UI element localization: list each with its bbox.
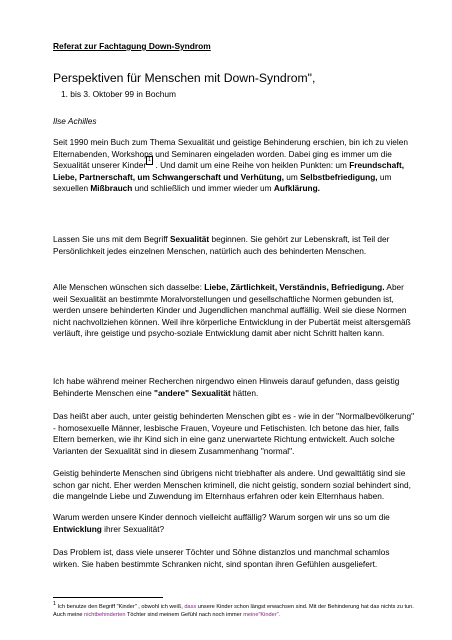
text: Seit 1990 mein Buch zum Thema Sexualität und geistige Behinderung erschien, bin ich zu vielen Elternabenden, Workshops und Seminaren eingeladen worden. Dabei ging es immer um die Sexualität unserer Kinder bbox=[53, 137, 408, 171]
paragraph-4: Ich habe während meiner Recherchen nirgendwo einen Hinweis darauf gefunden, dass geistig Behinderte Menschen eine "andere" Sexualität hätten. bbox=[53, 376, 400, 398]
paragraph-1: Seit 1990 mein Buch zum Thema Sexualität und geistige Behinderung erschien, bin ich zu vielen Elternabenden, Workshops und Seminaren eingeladen worden. Dabei ging es immer um die Sexualität unserer Kinder $^1$ . Und damit um eine Reihe von heiklen Punkten: um Freundschaft, Liebe, Partnerschaft, um Schwangerschaft und Verhütung, um Selbstbefriedigung, um sexuellen Mißbrauch und schließlich und immer wieder um Aufklärung. bbox=[53, 137, 408, 194]
footnote-reference[interactable]: 1 bbox=[146, 160, 153, 166]
footnote-divider bbox=[53, 597, 163, 598]
document-subtitle: 1. bis 3. Oktober 99 in Bochum bbox=[61, 89, 176, 99]
paragraph-6: Geistig behinderte Menschen sind übrigens nicht triebhafter als andere. Und gewalttätig sind sie schon gar nicht. Eher werden Menschen kriminell, die nicht geistig, sondern sozial behindert sind, die mangelnde Liebe und Zuwendung im Elternhaus erfahren oder kein Elternhaus haben. bbox=[53, 468, 411, 502]
paragraph-2: Lassen Sie uns mit dem Begriff Sexualität beginnen. Sie gehört zur Lebenskraft, ist Teil der Persönlichkeit jedes einzelnen Menschen, natürlich auch des behinderten Menschen. bbox=[53, 234, 390, 256]
paragraph-5: Das heißt aber auch, unter geistig behinderten Menschen gibt es - wie in der "Normalbevölkerung" - homosexuelle Männer, lesbische Frauen, Voyeure und Fetischisten. Ich betone das hier, falls Eltern bemerken, wie ihr Kind sich in eine ganz unerwartete Richtung entwickelt. Auch solche Varianten der Sexualität sind in diesem Zusammenhang "normal". bbox=[53, 411, 415, 456]
footnote: $^1$ Ich benutze den Begriff "Kinder" , obwohl ich weiß, dass unsere Kinder schon längst erwachsen sind. Mit der Behinderung hat das nichts zu tun. Auch meine nichtbehinderten Töchter sind meinem Gefühl nach noch immer meine"Kinder". bbox=[53, 601, 414, 618]
document-header: Referat zur Fachtagung Down-Syndrom bbox=[53, 41, 211, 51]
document-title: Perspektiven für Menschen mit Down-Syndrom", bbox=[53, 71, 316, 85]
footnote-number: 1 bbox=[53, 601, 57, 608]
paragraph-7: Warum werden unsere Kinder dennoch vielleicht auffällig? Warum sorgen wir uns so um die Entwicklung ihrer Sexualität? bbox=[53, 512, 390, 534]
paragraph-8: Das Problem ist, dass viele unserer Töchter und Söhne distanzlos und manchmal schamlos wirken. Sie haben bestimmte Schranken nicht, sind spontan ihren Gefühlen ausgeliefert. bbox=[53, 547, 390, 569]
paragraph-3: Alle Menschen wünschen sich dasselbe: Liebe, Zärtlichkeit, Verständnis, Befriedigung. Aber weil Sexualität an bestimmte Moralvorstellungen und gesellschaftliche Normen gebunden ist, werden unsere behinderten Kinder und Jugendlichen manchmal auffällig. Weil sie diese Normen nicht nachvollziehen können. Weil ihre körperliche Entwicklung in der Pubertät meist altersgemäß verläuft, ihre geistige und psycho-soziale Entwicklung damit aber nicht Schritt halten kann. bbox=[53, 282, 411, 339]
author-name: Ilse Achilles bbox=[53, 116, 97, 126]
